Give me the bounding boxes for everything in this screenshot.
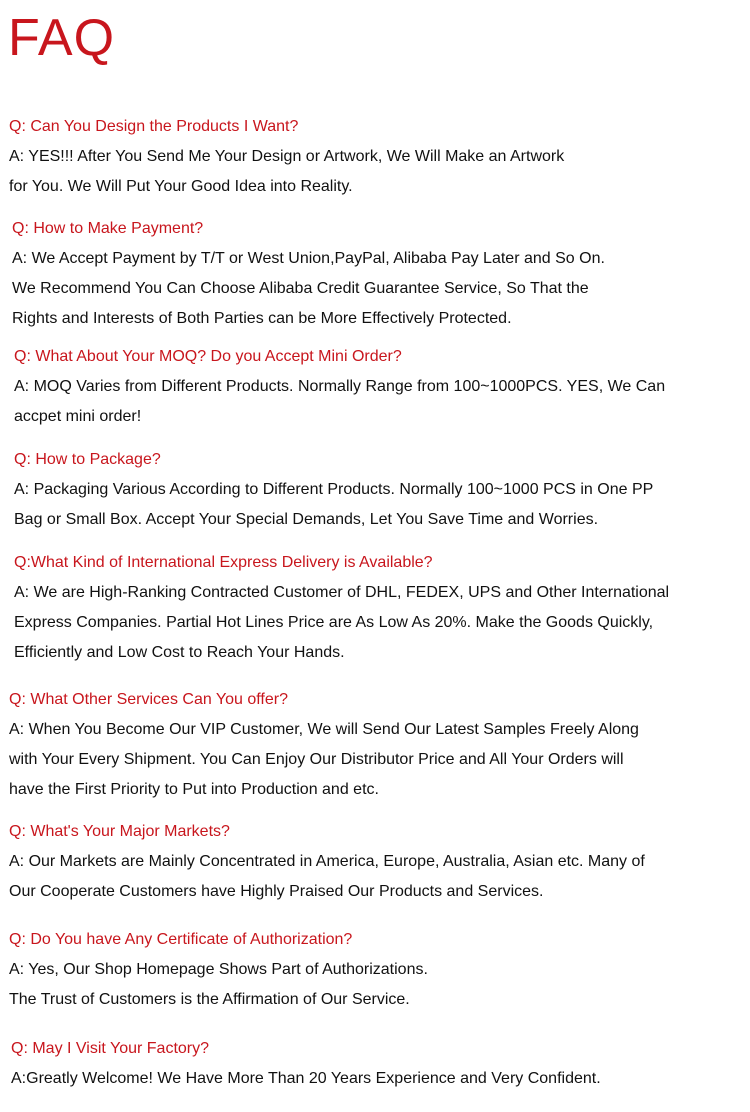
faq-answer-line: A: Packaging Various According to Different Products. Normally 100~1000 PCS in One PP	[14, 481, 654, 498]
faq-question: Q: Can You Design the Products I Want?	[9, 118, 299, 135]
faq-answer-line: A: Yes, Our Shop Homepage Shows Part of Authorizations.	[9, 961, 428, 978]
faq-answer	[9, 142, 750, 202]
faq-answer-line: A: We are High-Ranking Contracted Customer of DHL, FEDEX, UPS and Other International	[14, 584, 670, 601]
faq-answer	[9, 847, 750, 907]
faq-question: Q:What Kind of International Express Delivery is Available?	[14, 554, 433, 571]
faq-answer-line: have the First Priority to Put into Production and etc.	[9, 781, 379, 798]
faq-answer-line: Express Companies. Partial Hot Lines Price are As Low As 20%. Make the Goods Quickly,	[14, 614, 654, 631]
faq-answer-line: A: MOQ Varies from Different Products. Normally Range from 100~1000PCS. YES, We Can	[14, 378, 666, 395]
page-title: FAQ	[8, 9, 116, 67]
faq-question: Q: What's Your Major Markets?	[9, 823, 230, 840]
faq-answer-line: A: We Accept Payment by T/T or West Union,PayPal, Alibaba Pay Later and So On.	[12, 250, 605, 267]
faq-answer-line: Rights and Interests of Both Parties can be More Effectively Protected.	[12, 310, 512, 327]
faq-answer-line: Bag or Small Box. Accept Your Special Demands, Let You Save Time and Worries.	[14, 511, 599, 528]
faq-question: Q: How to Package?	[14, 451, 161, 468]
faq-answer-line: A: Our Markets are Mainly Concentrated in America, Europe, Australia, Asian etc. Many of	[9, 853, 645, 870]
faq-item-markets	[9, 817, 750, 907]
faq-item-package	[14, 445, 750, 535]
faq-item-certificate	[9, 925, 750, 1015]
faq-answer-line: A:Greatly Welcome! We Have More Than 20 Years Experience and Very Confident.	[11, 1070, 601, 1087]
faq-answer-line: A: YES!!! After You Send Me Your Design or Artwork, We Will Make an Artwork	[9, 148, 565, 165]
faq-answer-line: Our Cooperate Customers have Highly Praised Our Products and Services.	[9, 883, 544, 900]
faq-answer-line: We Recommend You Can Choose Alibaba Credit Guarantee Service, So That the	[12, 280, 589, 297]
faq-answer-line: accpet mini order!	[14, 408, 142, 425]
faq-answer-line: Efficiently and Low Cost to Reach Your Hands.	[14, 644, 345, 661]
faq-question: Q: What Other Services Can You offer?	[9, 691, 288, 708]
faq-answer-line: The Trust of Customers is the Affirmation of Our Service.	[9, 991, 410, 1008]
faq-answer	[11, 1064, 750, 1094]
faq-answer-line: with Your Every Shipment. You Can Enjoy Our Distributor Price and All Your Orders will	[9, 751, 624, 768]
faq-question: Q: Do You have Any Certificate of Authorization?	[9, 931, 353, 948]
faq-answer	[14, 475, 750, 535]
faq-question: Q: May I Visit Your Factory?	[11, 1040, 210, 1057]
faq-question: Q: How to Make Payment?	[12, 220, 204, 237]
faq-answer-line: A: When You Become Our VIP Customer, We will Send Our Latest Samples Freely Along	[9, 721, 639, 738]
faq-answer-line: for You. We Will Put Your Good Idea into Reality.	[9, 178, 353, 195]
faq-item-moq	[14, 342, 750, 432]
faq-item-delivery	[14, 548, 750, 668]
faq-answer	[14, 578, 750, 668]
faq-question: Q: What About Your MOQ? Do you Accept Mini Order?	[14, 348, 402, 365]
faq-answer	[14, 372, 750, 432]
faq-answer	[9, 955, 750, 1015]
faq-item-design	[9, 112, 750, 202]
faq-item-payment	[12, 214, 750, 334]
faq-answer	[12, 244, 750, 334]
faq-answer	[9, 715, 750, 805]
faq-item-factory	[11, 1034, 750, 1094]
faq-item-services	[9, 685, 750, 805]
